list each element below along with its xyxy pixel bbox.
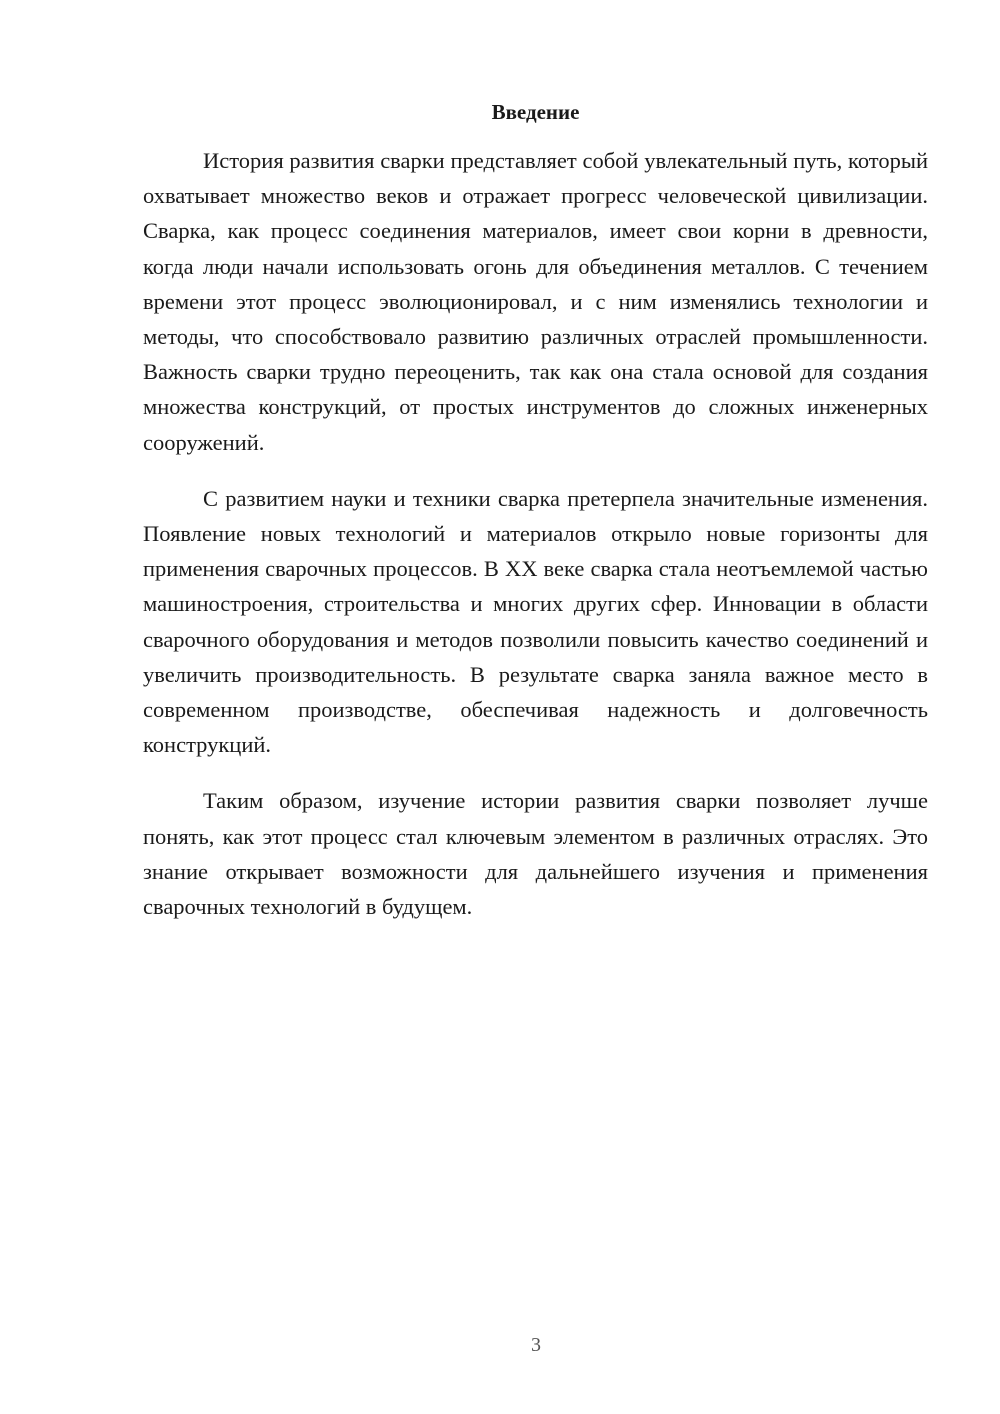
body-text (143, 143, 928, 945)
paragraph-3: Таким образом, изучение истории развития сварки позволяет лучше понять, как этот процесс стал ключевым элементом в различных отраслях. Это знание открывает возможности для дальнейшего изучения и применения сварочных технологий в будущем. (143, 788, 928, 920)
page-number: 3 (531, 1334, 541, 1356)
paragraph-1: История развития сварки представляет собой увлекательный путь, который охватывает множество веков и отражает прогресс человеческой цивилизации. Сварка, как процесс соединения материалов, имеет свои корни в древности, когда люди начали использовать огонь для объединения металлов. С течением времени этот процесс эволюционировал, и с ним изменялись технологии и методы, что способствовало развитию различных отраслей промышленности. Важность сварки трудно переоценить, так как она стала основой для создания множества конструкций, от простых инструментов до сложных инженерных сооружений. (143, 148, 928, 455)
paragraph-2: С развитием науки и техники сварка претерпела значительные изменения. Появление новых технологий и материалов открыло новые горизонты для применения сварочных процессов. В XX веке сварка стала неотъемлемой частью машиностроения, строительства и многих других сфер. Инновации в области сварочного оборудования и методов позволили повысить качество соединений и увеличить производительность. В результате сварка заняла важное место в современном производстве, обеспечивая надежность и долговечность конструкций. (143, 485, 928, 758)
page-title: Введение (491, 100, 580, 124)
